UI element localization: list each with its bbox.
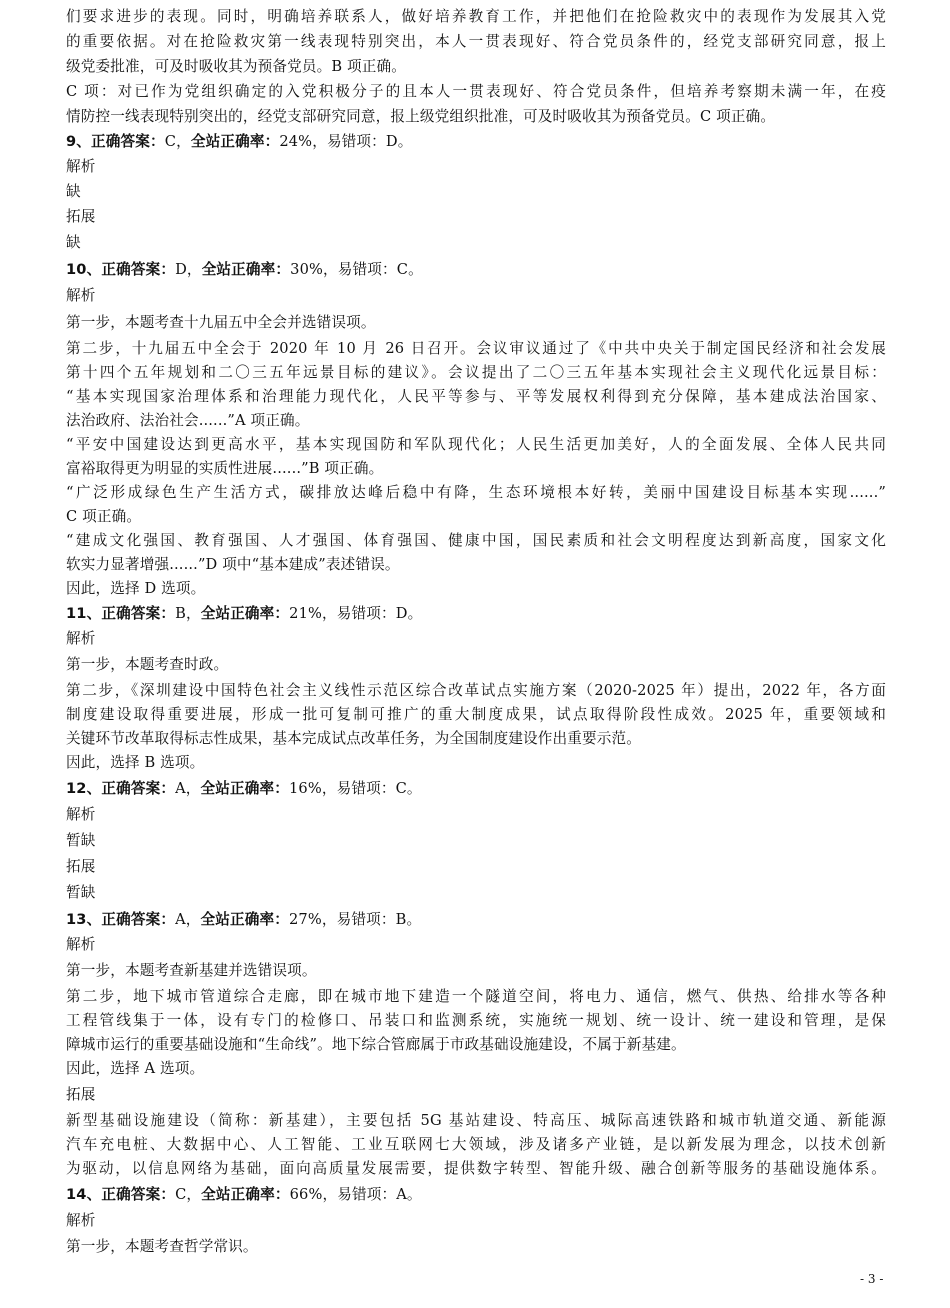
paragraph-line: “广泛形成绿色生产生活方式，碳排放达峰后稳中有降，生态环境根本好转，美丽中国建设目标基本实现......” bbox=[66, 484, 886, 501]
paragraph-line: “基本实现国家治理体系和治理能力现代化，人民平等参与、平等发展权利得到充分保障，基本建成法治国家、 bbox=[66, 388, 886, 405]
answer-header-12 bbox=[66, 779, 886, 799]
section-label: 拓展 bbox=[66, 208, 96, 225]
section-label: 解析 bbox=[66, 630, 96, 647]
rate-value: 27%，易错项：B。 bbox=[288, 911, 422, 928]
paragraph-line: C 项：对已作为党组织确定的入党积极分子的且本人一贯表现好、符合党员条件，但培养考察期未满一年，在疫 bbox=[66, 83, 886, 100]
rate-value: 30%，易错项：C。 bbox=[290, 261, 423, 278]
paragraph-line: 富裕取得更为明显的实质性进展......”B 项正确。 bbox=[66, 460, 384, 477]
answer-value: A， bbox=[175, 911, 201, 928]
rate-value: 66%，易错项：A。 bbox=[289, 1186, 422, 1203]
answer-label: 12、正确答案： bbox=[66, 780, 176, 797]
paragraph-line: 第一步，本题考查十九届五中全会并选错误项。 bbox=[66, 314, 376, 331]
paragraph-line: 因此，选择 B 选项。 bbox=[66, 754, 205, 771]
answer-value: B， bbox=[175, 605, 201, 622]
answer-header-14 bbox=[66, 1185, 886, 1205]
rate-label: 全站正确率： bbox=[200, 911, 289, 928]
rate-label: 全站正确率： bbox=[201, 1186, 290, 1203]
paragraph-line: 工程管线集于一体，设有专门的检修口、吊装口和监测系统，实施统一规划、统一设计、统一建设和管理，是保 bbox=[66, 1012, 886, 1029]
paragraph-line: 关键环节改革取得标志性成果，基本完成试点改革任务，为全国制度建设作出重要示范。 bbox=[66, 730, 642, 747]
section-label: 解析 bbox=[66, 806, 96, 823]
answer-value: C， bbox=[175, 1186, 202, 1203]
section-label: 拓展 bbox=[66, 858, 96, 875]
paragraph-line: “建成文化强国、教育强国、人才强国、体育强国、健康中国，国民素质和社会文明程度达到新高度，国家文化 bbox=[66, 532, 886, 549]
paragraph-line: 情防控一线表现特别突出的，经党支部研究同意，报上级党组织批准，可及时吸收其为预备党员。C 项正确。 bbox=[66, 108, 776, 125]
rate-value: 24%，易错项：D。 bbox=[279, 133, 413, 150]
paragraph-line: 软实力显著增强......”D 项中“基本建成”表述错误。 bbox=[66, 556, 400, 573]
paragraph-line: 第一步，本题考查新基建并选错误项。 bbox=[66, 962, 317, 979]
paragraph-line: 缺 bbox=[66, 183, 81, 200]
answer-header-9 bbox=[66, 132, 886, 152]
paragraph-line: 第十四个五年规划和二〇三五年远景目标的建议》。会议提出了二〇三五年基本实现社会主义现代化远景目标： bbox=[66, 364, 886, 381]
section-label: 解析 bbox=[66, 1212, 96, 1229]
paragraph-line: 因此，选择 A 选项。 bbox=[66, 1060, 205, 1077]
rate-label: 全站正确率： bbox=[190, 133, 280, 150]
answer-label: 13、正确答案： bbox=[66, 911, 176, 928]
paragraph-line: 第二步，十九届五中全会于 2020 年 10 月 26 日召开。会议审议通过了《中共中央关于制定国民经济和社会发展 bbox=[66, 340, 886, 357]
answer-header-10 bbox=[66, 260, 886, 280]
answer-label: 10、正确答案： bbox=[66, 261, 176, 278]
paragraph-line: 为驱动，以信息网络为基础，面向高质量发展需要，提供数字转型、智能升级、融合创新等服务的基础设施体系。 bbox=[66, 1160, 886, 1177]
paragraph-line: 暂缺 bbox=[66, 832, 96, 849]
section-label: 解析 bbox=[66, 936, 96, 953]
rate-label: 全站正确率： bbox=[200, 605, 290, 622]
paragraph-line: 第二步，地下城市管道综合走廊，即在城市地下建造一个隧道空间，将电力、通信，燃气、供热、给排水等各种 bbox=[66, 988, 886, 1005]
rate-value: 21%，易错项：D。 bbox=[289, 605, 423, 622]
rate-value: 16%，易错项：C。 bbox=[288, 780, 422, 797]
answer-header-11 bbox=[66, 604, 886, 624]
paragraph-line: 暂缺 bbox=[66, 884, 96, 901]
paragraph-line: C 项正确。 bbox=[66, 508, 142, 525]
paragraph-line: 第二步，《深圳建设中国特色社会主义线性示范区综合改革试点实施方案（2020-2025 年）提出，2022 年，各方面 bbox=[66, 682, 886, 699]
paragraph-line: 制度建设取得重要进展，形成一批可复制可推广的重大制度成果，试点取得阶段性成效。2025 年，重要领域和 bbox=[66, 706, 886, 723]
paragraph-line: 汽车充电桩、大数据中心、人工智能、工业互联网七大领域，涉及诸多产业链，是以新发展为理念，以技术创新 bbox=[66, 1136, 886, 1153]
paragraph-line: “平安中国建设达到更高水平，基本实现国防和军队现代化；人民生活更加美好，人的全面发展、全体人民共同 bbox=[66, 436, 886, 453]
paragraph-line: 新型基础设施建设（简称：新基建），主要包括 5G 基站建设、特高压、城际高速铁路和城市轨道交通、新能源 bbox=[66, 1112, 886, 1129]
paragraph-line: 因此，选择 D 选项。 bbox=[66, 580, 206, 597]
paragraph-line: 的重要依据。对在抢险救灾第一线表现特别突出，本人一贯表现好、符合党员条件的，经党支部研究同意，报上 bbox=[66, 33, 886, 50]
paragraph-line: 缺 bbox=[66, 234, 81, 251]
section-label: 拓展 bbox=[66, 1086, 96, 1103]
paragraph-line: 障城市运行的重要基础设施和“生命线”。地下综合管廊属于市政基础设施建设，不属于新基建。 bbox=[66, 1036, 686, 1053]
rate-label: 全站正确率： bbox=[201, 261, 291, 278]
answer-header-13 bbox=[66, 910, 886, 930]
paragraph-line: 第一步，本题考查哲学常识。 bbox=[66, 1238, 258, 1255]
answer-value: A， bbox=[175, 780, 201, 797]
section-label: 解析 bbox=[66, 287, 96, 304]
answer-value: C， bbox=[164, 133, 191, 150]
page-number: - 3 - bbox=[860, 1272, 884, 1286]
rate-label: 全站正确率： bbox=[200, 780, 289, 797]
paragraph-line: 们要求进步的表现。同时，明确培养联系人，做好培养教育工作，并把他们在抢险救灾中的表现作为发展其入党 bbox=[66, 8, 886, 25]
answer-label: 14、正确答案： bbox=[66, 1186, 176, 1203]
section-label: 解析 bbox=[66, 158, 96, 175]
paragraph-line: 级党委批准，可及时吸收其为预备党员。B 项正确。 bbox=[66, 58, 407, 75]
paragraph-line: 第一步，本题考查时政。 bbox=[66, 656, 229, 673]
paragraph-line: 法治政府、法治社会......”A 项正确。 bbox=[66, 412, 310, 429]
answer-label: 11、正确答案： bbox=[66, 605, 176, 622]
answer-label: 9、正确答案： bbox=[66, 133, 165, 150]
answer-value: D， bbox=[175, 261, 202, 278]
